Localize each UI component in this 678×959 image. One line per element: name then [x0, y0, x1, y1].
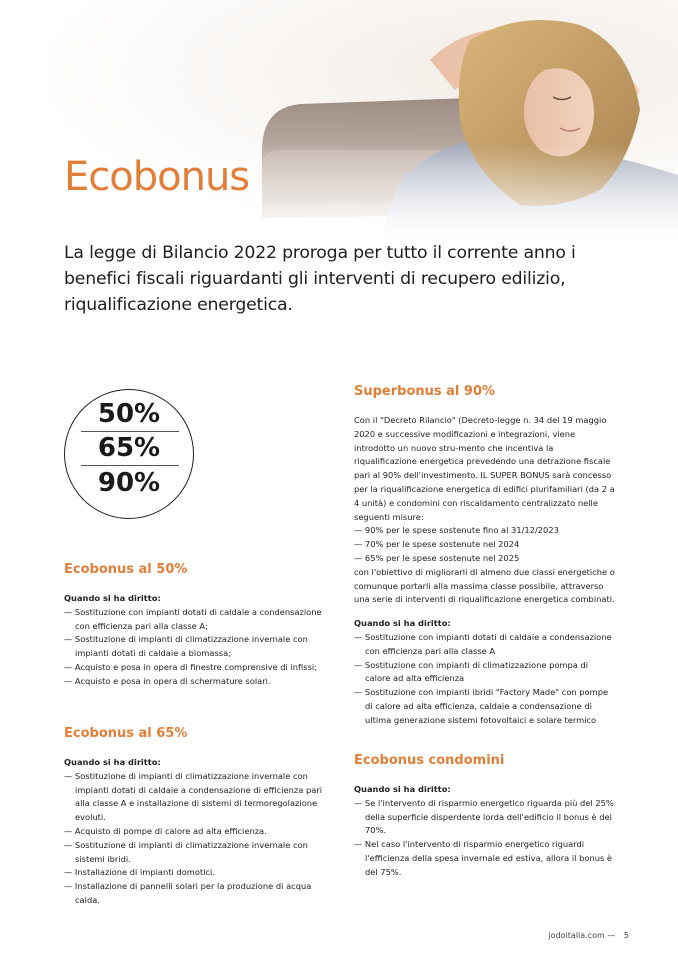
list-item: — Installazione di pannelli solari per la produzione di acqua calda.: [64, 881, 312, 905]
eco65-section: [64, 756, 326, 908]
super90-closing: con l'obiettivo di migliorarli di almeno due classi energetiche o comunque portarli alla massima classe possibile, attraverso una serie di interventi di riqualificazione energetica combinati.: [354, 566, 615, 605]
list-item: — Se l'intervento di risparmio energetico riguarda più del 25% della superficie disperdente lorda dell'edificio il bonus è del 70%.: [354, 797, 614, 836]
eco65-subheading: Quando si ha diritto:: [64, 757, 161, 767]
list-item: — Sostituzione con impianti dotati di caldaie a condensazione con efficienza pari alla classe A;: [64, 606, 322, 631]
spacer: [354, 607, 616, 617]
list-item: — Sostituzione di impianti di climatizzazione invernale con sistemi ibridi.: [64, 839, 308, 864]
list-item: — Installazione di impianti domotici.: [64, 867, 216, 878]
page-number: 5: [623, 931, 629, 940]
percentage-badge: [64, 389, 194, 519]
badge-65: 65%: [97, 433, 161, 463]
eco50-section: [64, 592, 324, 689]
condomini-list: [354, 797, 616, 880]
list-item: — 65% per le spese sostenute nel 2025: [354, 552, 520, 563]
list-item: — Acquisto di pompe di calore ad alta efficienza.: [64, 825, 267, 836]
eco50-heading: Ecobonus al 50%: [64, 562, 188, 577]
badge-50: 50%: [97, 399, 161, 429]
list-item: — Sostituzione di impianti di climatizzazione invernale con impianti dotati di caldaie a biomassa;: [64, 634, 308, 659]
page-footer: [548, 931, 629, 940]
super90-body: Con il "Decreto Rilancio" (Decreto-legge n. 34 del 19 maggio 2020 e successive modificazioni e integrazioni, viene introdotto un nuovo stru-mento che incentiva la riqualificazione energetica prevedendo una detrazione fiscale pari al 90% dell'investimento. IL SUPER BONUS sarà concesso per la riqualificazione energetica di edifici plurifamiliari (da 2 a 4 unità) e condomini con riscaldamento centralizzato nelle seguenti misure:: [354, 415, 615, 522]
eco65-list: [64, 770, 326, 908]
badge-divider: [81, 465, 179, 466]
hero-photo-illustration: [0, 0, 678, 240]
list-item: — 90% per le spese sostenute fino al 31/12/2023: [354, 525, 559, 536]
eco50-subheading: Quando si ha diritto:: [64, 593, 161, 603]
condomini-heading: Ecobonus condomini: [354, 753, 505, 768]
super90-list: [354, 631, 616, 728]
condomini-section: [354, 783, 616, 880]
super90-heading: Superbonus al 90%: [354, 384, 496, 399]
eco50-list: [64, 606, 324, 689]
list-item: — Acquisto e posa in opera di schermature solari.: [64, 675, 271, 686]
list-item: — Sostituzione con impianti ibridi "Factory Made" con pompe di calore ad alta efficienza, caldaie a condensazione di ultima generazione sistemi fotovoltaici e solare termico: [354, 687, 609, 725]
footer-site: jodoitalia.com —: [548, 931, 616, 940]
list-item: — Acquisto e posa in opera di finestre comprensive di infissi;: [64, 661, 318, 672]
super90-section: [354, 414, 616, 728]
badge-90: 90%: [97, 468, 161, 498]
eco65-heading: Ecobonus al 65%: [64, 726, 188, 741]
hero-image: [0, 0, 678, 240]
page-title: Ecobonus: [64, 154, 250, 200]
intro-paragraph: La legge di Bilancio 2022 proroga per tutto il corrente anno i benefici fiscali riguardanti gli interventi di recupero edilizio, riqualificazione energetica.: [64, 243, 576, 315]
list-item: — Sostituzione di impianti di climatizzazione invernale con impianti dotati di caldaie a condensazione di efficienza pari alla classe A e installazione di sistemi di termoregolazione evoluti.: [64, 770, 323, 823]
condomini-subheading: Quando si ha diritto:: [354, 784, 451, 794]
list-item: — Nel caso l'intervento di risparmio energetico riguardi l'efficienza della spesa invernale ed estiva, allora il bonus è del 75%.: [354, 839, 613, 877]
super90-subheading: Quando si ha diritto:: [354, 618, 451, 629]
list-item: — Sostituzione con impianti di climatizzazione pompa di calore ad alta efficienza: [354, 659, 589, 684]
super90-rates: [354, 524, 616, 565]
list-item: — Sostituzione con impianti dotati di caldaie a condensazione con efficienza pari alla classe A: [354, 631, 612, 656]
list-item: — 70% per le spese sostenute nel 2024: [354, 539, 520, 550]
